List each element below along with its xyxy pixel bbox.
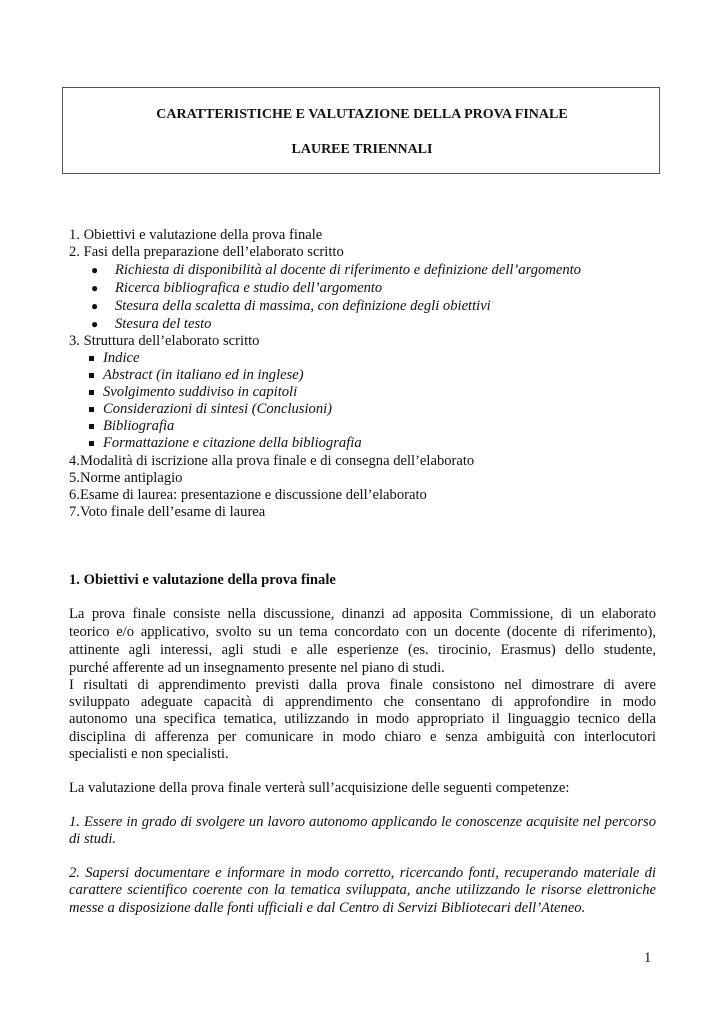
document-subtitle: LAUREE TRIENNALI — [291, 142, 433, 157]
competence-line: di studi. — [69, 831, 117, 847]
document-title: CARATTERISTICHE E VALUTAZIONE DELLA PROVA FINALE — [156, 107, 568, 122]
toc-subitem: Indice — [103, 350, 140, 366]
bullet-icon: ● — [91, 299, 99, 313]
toc-subitem: Abstract (in italiano ed in inglese) — [103, 367, 304, 383]
square-bullet-icon — [89, 407, 94, 412]
toc-subitem: Bibliografia — [103, 418, 175, 434]
paragraph-line: autonomo una specifica tematica, utilizzando in modo appropriato il linguaggio tecnico della — [69, 711, 656, 727]
toc-item: 5.Norme antiplagio — [69, 470, 183, 486]
square-bullet-icon — [89, 441, 94, 446]
square-bullet-icon — [89, 390, 94, 395]
paragraph-line: La valutazione della prova finale verterà sull’acquisizione delle seguenti competenze: — [69, 780, 570, 796]
toc-subitem: Stesura della scaletta di massima, con definizione degli obiettivi — [115, 298, 491, 314]
competence-line: messe a disposizione dalle fonti ufficiali e dal Centro di Servizi Bibliotecari dell’Ateneo. — [69, 900, 586, 916]
bullet-icon: ● — [91, 263, 99, 277]
square-bullet-icon — [89, 424, 94, 429]
title-box — [62, 87, 660, 174]
toc-subitem: Considerazioni di sintesi (Conclusioni) — [103, 401, 333, 417]
bullet-icon: ● — [91, 281, 99, 295]
competence-line: carattere scientifico coerente con la tematica sviluppata, anche utilizzando le risorse elettroniche — [69, 882, 656, 898]
paragraph-line: disciplina di afferenza per comunicare in modo chiaro e senza ambiguità con interlocutori — [69, 729, 656, 745]
toc-subitem: Svolgimento suddiviso in capitoli — [103, 384, 298, 400]
paragraph-line: I risultati di apprendimento previsti dalla prova finale consistono nel dimostrare di avere — [69, 677, 656, 693]
toc-item: 6.Esame di laurea: presentazione e discussione dell’elaborato — [69, 487, 427, 503]
toc-item: 4.Modalità di iscrizione alla prova finale e di consegna dell’elaborato — [69, 453, 475, 469]
toc-subitem: Ricerca bibliografica e studio dell’argomento — [115, 280, 383, 296]
toc-subitem: Richiesta di disponibilità al docente di riferimento e definizione dell’argomento — [115, 262, 581, 278]
square-bullet-icon — [89, 356, 94, 361]
toc-item: 1. Obiettivi e valutazione della prova finale — [69, 227, 323, 243]
competence-line: 1. Essere in grado di svolgere un lavoro autonomo applicando le conoscenze acquisite nel percorso — [69, 814, 656, 830]
toc-item: 3. Struttura dell’elaborato scritto — [69, 333, 260, 349]
toc-subitem: Formattazione e citazione della bibliografia — [103, 435, 362, 451]
toc-item: 2. Fasi della preparazione dell’elaborato scritto — [69, 244, 344, 260]
paragraph-line: La prova finale consiste nella discussione, dinanzi ad apposita Commissione, di un elaborato — [69, 606, 656, 622]
paragraph-line: attinente agli interessi, agli studi e alle esperienze (es. tirocinio, Erasmus) dello studente, — [69, 642, 656, 658]
competence-line: 2. Sapersi documentare e informare in modo corretto, ricercando fonti, recuperando materiale di — [69, 865, 656, 881]
paragraph-line: specialisti e non specialisti. — [69, 746, 229, 762]
paragraph-line: sviluppato adeguate capacità di apprendimento che consentano di approfondire in modo — [69, 694, 656, 710]
toc-subitem: Stesura del testo — [115, 316, 212, 332]
square-bullet-icon — [89, 373, 94, 378]
paragraph-line: teorico e/o applicativo, svolto su un tema concordato con un docente (docente di riferimento), — [69, 624, 656, 640]
page-number: 1 — [644, 950, 652, 966]
bullet-icon: ● — [91, 317, 99, 331]
section-heading: 1. Obiettivi e valutazione della prova finale — [69, 572, 336, 588]
toc-item: 7.Voto finale dell’esame di laurea — [69, 504, 266, 520]
paragraph-line: purché afferente ad un insegnamento presente nel piano di studi. — [69, 660, 445, 676]
